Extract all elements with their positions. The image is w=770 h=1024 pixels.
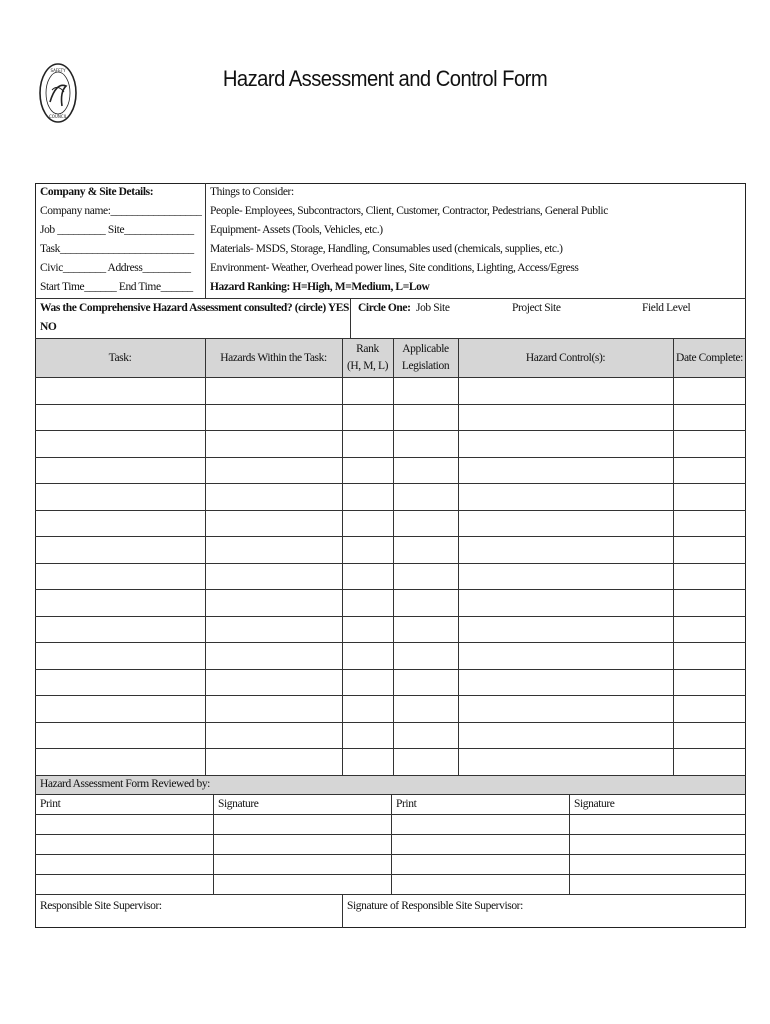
consider-heading: Things to Consider: <box>210 186 294 198</box>
table-row[interactable] <box>35 536 746 537</box>
supervisor-signature-label[interactable]: Signature of Responsible Site Supervisor: <box>347 900 523 912</box>
table-row[interactable] <box>35 430 746 431</box>
job-site-field[interactable]: Job _________ Site_____________ <box>40 224 194 236</box>
consider-equipment: Equipment- Assets (Tools, Vehicles, etc.) <box>210 224 383 236</box>
col-date-header: Date Complete: <box>676 351 743 364</box>
table-row[interactable] <box>35 748 746 749</box>
civic-address-field[interactable]: Civic________ Address_________ <box>40 262 191 274</box>
table-row[interactable] <box>35 722 746 723</box>
consulted-question: Was the Comprehensive Hazard Assessment consulted? (circle) YES <box>40 302 350 314</box>
review-print-label-2: Print <box>396 798 417 810</box>
consider-environment: Environment- Weather, Overhead power lines, Site conditions, Lighting, Access/Egress <box>210 262 579 274</box>
consulted-no-option[interactable]: NO <box>40 321 57 333</box>
table-row[interactable] <box>35 404 746 405</box>
review-print-label-1: Print <box>40 798 61 810</box>
table-row[interactable] <box>35 616 746 617</box>
option-field-level[interactable]: Field Level <box>642 302 691 314</box>
details-divider <box>205 183 206 299</box>
table-row[interactable] <box>35 510 746 511</box>
col-legislation-line2: Legislation <box>401 360 450 372</box>
review-signature-label-2: Signature <box>574 798 615 810</box>
hazard-ranking-legend: Hazard Ranking: H=High, M=Medium, L=Low <box>210 281 430 293</box>
table-row[interactable] <box>35 695 746 696</box>
table-row[interactable] <box>35 669 746 670</box>
consider-people: People- Employees, Subcontractors, Client, Customer, Contractor, Pedestrians, General Public <box>210 205 608 217</box>
details-heading: Company & Site Details: <box>40 186 154 198</box>
svg-text:COUNCIL: COUNCIL <box>48 114 68 119</box>
col-legislation-line1: Applicable <box>402 343 449 355</box>
start-end-time-field[interactable]: Start Time______ End Time______ <box>40 281 193 293</box>
svg-text:SAFETY: SAFETY <box>50 68 66 73</box>
review-row[interactable] <box>35 814 746 815</box>
form-title: Hazard Assessment and Control Form <box>222 66 548 91</box>
review-column-line <box>391 794 392 894</box>
review-row[interactable] <box>35 834 746 835</box>
col-rank-header <box>342 339 393 377</box>
review-signature-label-1: Signature <box>218 798 259 810</box>
col-hazards-header: Hazards Within the Task: <box>220 351 327 364</box>
col-task-header: Task: <box>108 351 132 364</box>
consider-materials: Materials- MSDS, Storage, Handling, Consumables used (chemicals, supplies, etc.) <box>210 243 563 255</box>
table-row[interactable] <box>35 457 746 458</box>
review-row[interactable] <box>35 874 746 875</box>
task-field[interactable]: Task_________________________ <box>40 243 194 255</box>
option-job-site[interactable]: Job Site <box>416 302 450 314</box>
col-legislation-header <box>393 339 458 377</box>
table-row[interactable] <box>35 563 746 564</box>
col-control-header: Hazard Control(s): <box>525 351 606 364</box>
col-rank-line1: Rank <box>356 343 379 355</box>
col-rank-line2: (H, M, L) <box>346 360 389 372</box>
review-row[interactable] <box>35 854 746 855</box>
table-row[interactable] <box>35 483 746 484</box>
option-project-site[interactable]: Project Site <box>512 302 561 314</box>
review-heading: Hazard Assessment Form Reviewed by: <box>40 778 210 790</box>
table-row[interactable] <box>35 589 746 590</box>
review-column-line <box>213 794 214 894</box>
circle-one-label: Circle One: <box>358 302 411 314</box>
review-column-line <box>569 794 570 894</box>
company-name-field[interactable]: Company name:_________________ <box>40 205 202 217</box>
table-row[interactable] <box>35 642 746 643</box>
supervisor-label[interactable]: Responsible Site Supervisor: <box>40 900 162 912</box>
